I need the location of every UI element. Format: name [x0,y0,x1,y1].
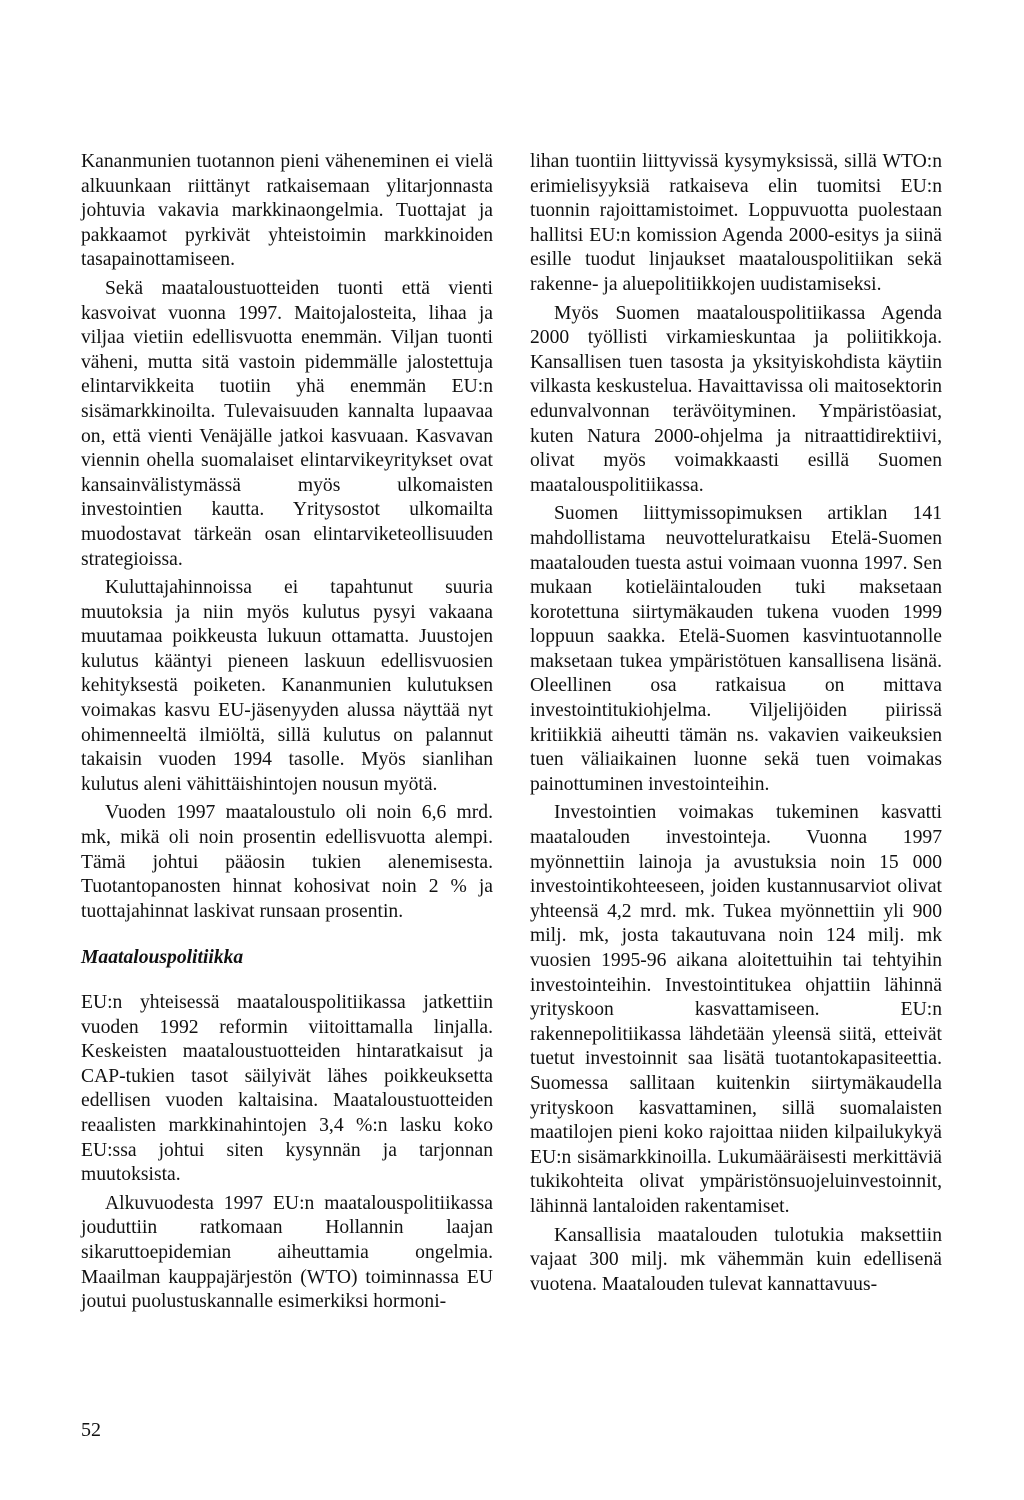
paragraph: Kansallisia maatalouden tulotukia maksettiin vajaat 300 milj. mk vähemmän kuin edellisenä vuotena. Maatalouden tulevat kannattavuus- [530,1224,942,1295]
page-number: 52 [81,1419,101,1441]
paragraph: EU:n yhteisessä maatalouspolitiikassa jatkettiin vuoden 1992 reformin viitoittamalla linjalla. Keskeisten maataloustuotteiden hintaratkaisut ja CAP-tukien tasot säilyivät lähes poikkeuksetta edellisen vuoden kaltaisina. Maataloustuotteiden reaalisten markkinahintojen 3,4 %:n lasku koko EU:ssa johtui siten kysynnän ja tarjonnan muutoksista. [81,992,493,1186]
paragraph: Alkuvuodesta 1997 EU:n maatalouspolitiikassa jouduttiin ratkomaan Hollannin laajan sikaruttoepidemian aiheuttamia ongelmia. Maailman kauppajärjestön (WTO) toiminnassa EU joutui puolustuskannalle esimerkiksi hormoni- [81,1192,493,1313]
paragraph: Kuluttajahinnoissa ei tapahtunut suuria muutoksia ja niin myös kulutus pysyi vakaana muutamaa poikkeusta lukuun ottamatta. Juustojen kulutus kääntyi pieneen laskuun edellisvuosien kehityksestä poiketen. Kananmunien kulutuksen voimakas kasvu EU-jäsenyyden alussa näyttää nyt ohimenneeltä ilmiöltä, sillä kulutus on palannut takaisin vuoden 1994 tasolle. Myös sianlihan kulutus aleni vähittäishintojen nousun myötä. [81,577,493,795]
paragraph: lihan tuontiin liittyvissä kysymyksissä, sillä WTO:n erimielisyyksiä ratkaiseva elin tuomitsi EU:n tuonnin rajoittamistoimet. Loppuvuotta puolestaan hallitsi EU:n komission Agenda 2000-esitys ja siinä esille tuodut linjaukset maatalouspolitiikan sekä rakenne- ja aluepolitiikkojen uudistamiseksi. [530,151,942,295]
paragraph: Vuoden 1997 maataloustulo oli noin 6,6 mrd. mk, mikä oli noin prosentin edellisvuotta alempi. Tämä johtui pääosin tukien alenemisesta. Tuotantopanosten hinnat kohosivat noin 2 % ja tuottajahinnat laskivat runsaan prosentin. [81,802,493,922]
paragraph: Kananmunien tuotannon pieni väheneminen ei vielä alkuunkaan riittänyt ratkaisemaan ylitarjonnasta johtuvia vakavia markkinaongelmia. Tuottajat ja pakkaamot pyrkivät yhteistoimin markkinoiden tasapainottamiseen. [81,151,493,271]
left-column [81,150,493,1319]
paragraph: Investointien voimakas tukeminen kasvatti maatalouden investointeja. Vuonna 1997 myönnettiin lainoja ja avustuksia noin 15 000 investointikohteeseen, joiden kustannusarviot olivat yhteensä 4,2 mrd. mk. Tukea myönnettiin yli 900 milj. mk, josta takautuvana noin 124 milj. mk vuosien 1995-96 aikana aloitettuihin tai tehtyihin investointeihin. Investointitukea ohjattiin lähinnä yrityskoon kasvattamiseen. EU:n rakennepolitiikassa lähdetään yleensä siitä, etteivät tuetut investoinnit saa lisätä tuotantokapasiteettia. Suomessa sallitaan kuitenkin siirtymäkaudella yrityskoon kasvattaminen, sillä suomalaisten maatilojen pieni koko rajoittaa niiden kilpailukykyä EU:n sisämarkkinoilla. Lukumääräisesti merkittäviä tukikohteita olivat ympäristönsuojeluinvestoinnit, lähinnä lantaloiden rakentamiset. [530,802,942,1217]
paragraph: Sekä maataloustuotteiden tuonti että vienti kasvoivat vuonna 1997. Maitojalosteita, lihaa ja viljaa vietiin edellisvuotta enemmän. Viljan tuonti väheni, mutta sitä vastoin pidemmälle jalostettuja elintarvikkeita tuotiin yhä enemmän EU:n sisämarkkinoilta. Tulevaisuuden kannalta lupaavaa on, että vienti Venäjälle jatkoi kasvuaan. Kasvavan viennin ohella suomalaiset elintarvikeyritykset ovat kansainvälistymässä myös ulkomaisten investointien kautta. Yritysostot ulkomailta muodostavat tärkeän osan elintarviketeollisuuden strategioissa. [81,277,493,570]
paragraph: Suomen liittymissopimuksen artiklan 141 mahdollistama neuvotteluratkaisu Etelä-Suomen maatalouden tuesta astui voimaan vuonna 1997. Sen mukaan kotieläintalouden tuki maksetaan korotettuna siirtymäkauden tukena vuoden 1999 loppuun saakka. Etelä-Suomen kasvintuotannolle maksetaan tukea ympäristötuen kansallisena lisänä. Oleellinen osa ratkaisua on mittava investointitukiohjelma. Viljelijöiden piirissä kritiikkiä aiheutti tämän ns. vakavien vaikeuksien tuen väliaikainen luonne sekä tuen voimakas painottuminen investointeihin. [530,503,942,795]
paragraph: Myös Suomen maatalouspolitiikassa Agenda 2000 työllisti virkamieskuntaa ja poliitikkoja. Kansallisen tuen tasosta ja yksityiskohdista käytiin vilkasta keskustelua. Havaittavissa oli maitosektorin edunvalvonnan terävöityminen. Ympäristöasiat, kuten Natura 2000-ohjelma ja nitraattidirektiivi, olivat myös voimakkaasti esillä Suomen maatalouspolitiikassa. [530,302,942,496]
right-column [530,150,942,1301]
section-heading: Maatalouspolitiikka [81,947,244,969]
